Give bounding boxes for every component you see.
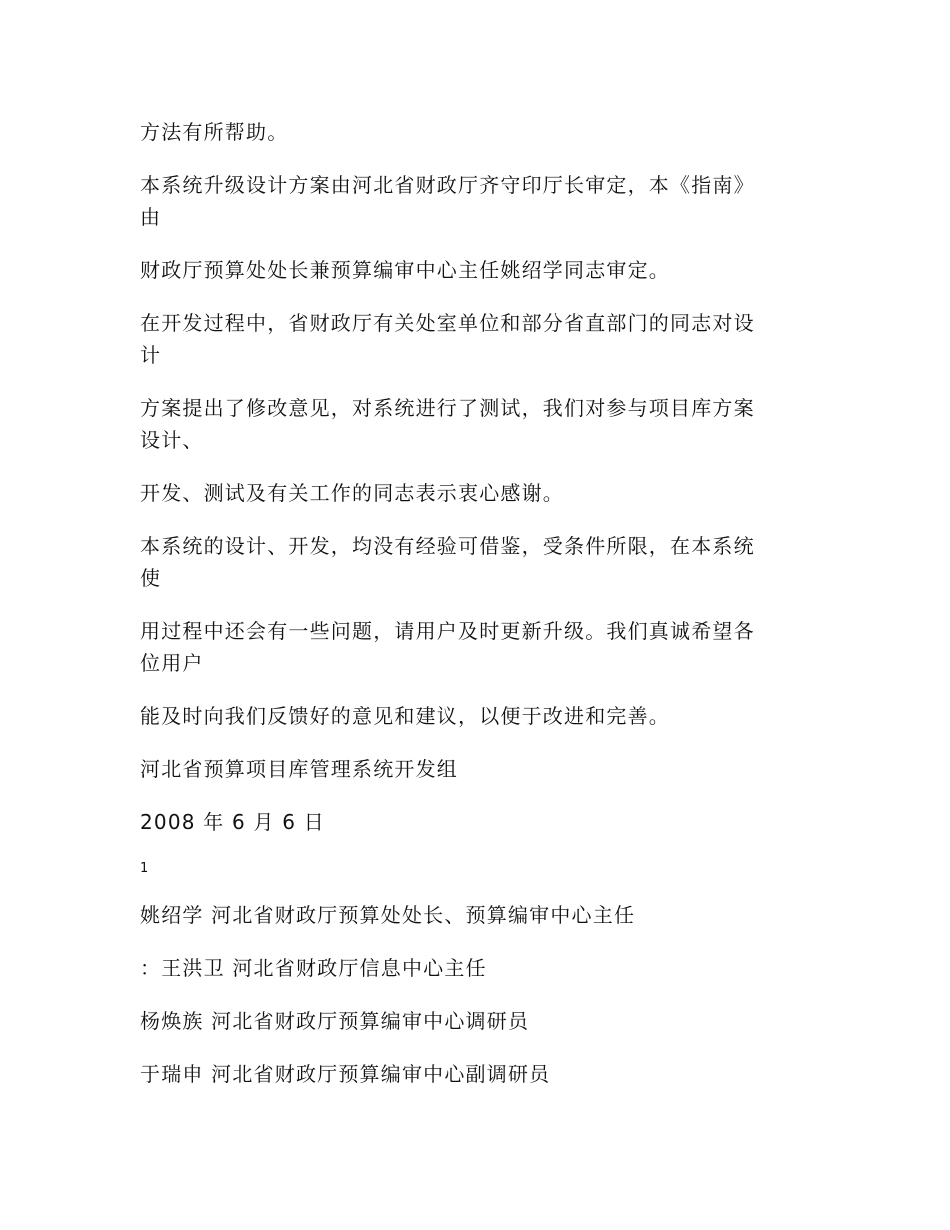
paragraph-line: 由 bbox=[140, 205, 162, 229]
paragraph-line: 位用户 bbox=[140, 651, 204, 675]
paragraph-line: 设计、 bbox=[140, 428, 204, 452]
paragraph-line: 财政厅预算处处长兼预算编审中心主任姚绍学同志审定。 bbox=[140, 258, 670, 282]
date-line: 2008 年 6 月 6 日 bbox=[140, 810, 325, 834]
credit-line: 于瑞申 河北省财政厅预算编审中心副调研员 bbox=[140, 1062, 551, 1086]
credit-line: 姚绍学 河北省财政厅预算处处长、预算编审中心主任 bbox=[140, 903, 636, 927]
page-number: 1 bbox=[140, 861, 149, 876]
paragraph-line: 本系统升级设计方案由河北省财政厅齐守印厅长审定，本《指南》 bbox=[140, 173, 755, 197]
paragraph-line: 在开发过程中，省财政厅有关处室单位和部分省直部门的同志对设 bbox=[140, 311, 755, 335]
paragraph-line: 开发、测试及有关工作的同志表示衷心感谢。 bbox=[140, 481, 564, 505]
paragraph-line: 方案提出了修改意见，对系统进行了测试，我们对参与项目库方案 bbox=[140, 396, 755, 420]
paragraph-line: 能及时向我们反馈好的意见和建议，以便于改进和完善。 bbox=[140, 704, 670, 728]
paragraph-line: 计 bbox=[140, 343, 162, 367]
paragraph-line: 本系统的设计、开发，均没有经验可借鉴，受条件所限，在本系统 bbox=[140, 534, 755, 558]
paragraph-line: 用过程中还会有一些问题，请用户及时更新升级。我们真诚希望各 bbox=[140, 619, 755, 643]
credit-line: ：王洪卫 河北省财政厅信息中心主任 bbox=[140, 956, 487, 980]
signature-line: 河北省预算项目库管理系统开发组 bbox=[140, 757, 458, 781]
credit-line: 杨焕族 河北省财政厅预算编审中心调研员 bbox=[140, 1009, 530, 1033]
paragraph-line: 使 bbox=[140, 566, 162, 590]
paragraph-line: 方法有所帮助。 bbox=[140, 120, 289, 144]
